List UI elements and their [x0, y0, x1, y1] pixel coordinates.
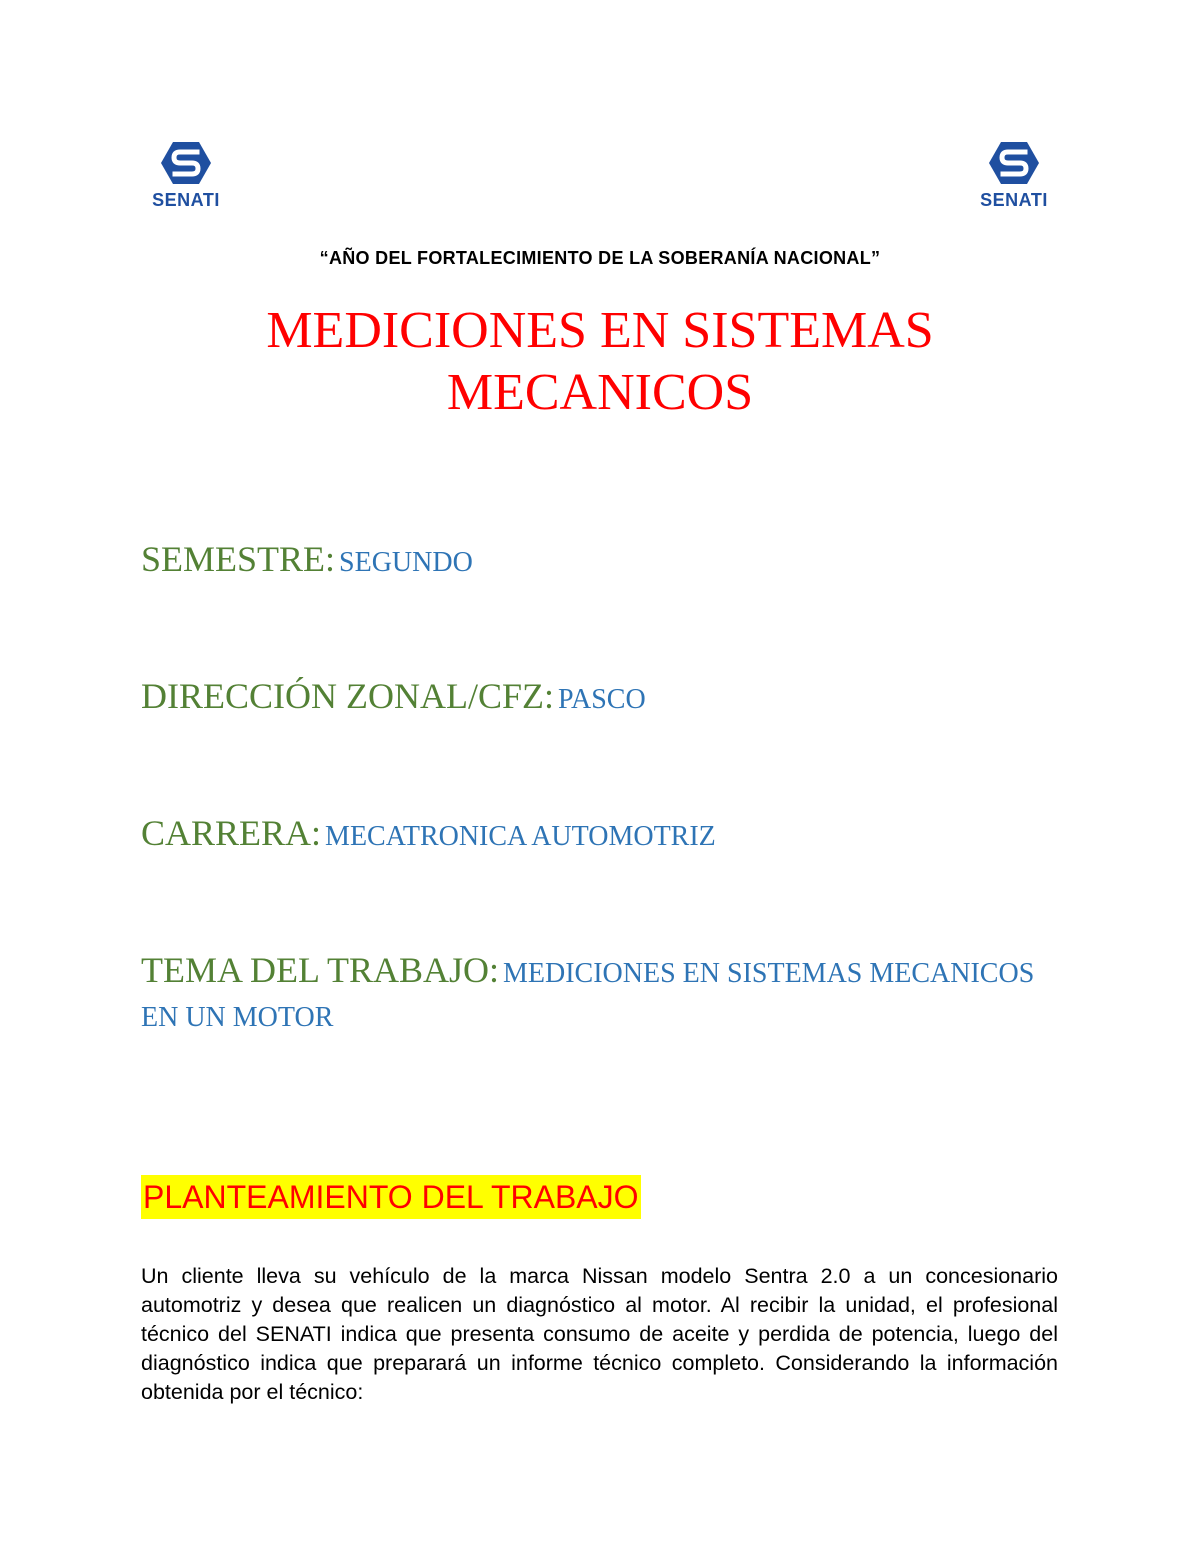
field-direccion-label: DIRECCIÓN ZONAL/CFZ: [141, 676, 554, 716]
field-tema [141, 950, 1061, 1042]
field-tema-value: MEDICIONES EN SISTEMAS MECANICOS EN UN MOTOR [141, 958, 1035, 1033]
document-title [0, 300, 1200, 424]
document-title-line-2: MECANICOS [446, 364, 754, 421]
field-carrera-value: MECATRONICA AUTOMOTRIZ [325, 821, 716, 852]
logo-left-wordmark: SENATI [152, 190, 220, 210]
field-direccion-value: PASCO [558, 684, 646, 715]
senati-logo-icon [160, 140, 212, 186]
document-title-line-1: MEDICIONES EN SISTEMAS [266, 302, 934, 359]
section-heading: PLANTEAMIENTO DEL TRABAJO [141, 1175, 641, 1219]
field-tema-label: TEMA DEL TRABAJO: [141, 950, 500, 990]
senati-logo-left [136, 140, 236, 220]
field-semestre-value: SEGUNDO [339, 547, 473, 578]
year-motto: “AÑO DEL FORTALECIMIENTO DE LA SOBERANÍA NACIONAL” [319, 248, 881, 268]
field-semestre [141, 538, 1061, 580]
senati-logo-right [964, 140, 1064, 220]
field-carrera [141, 812, 1061, 854]
field-semestre-label: SEMESTRE: [141, 539, 336, 579]
senati-logo-icon [988, 140, 1040, 186]
section-paragraph: Un cliente lleva su vehículo de la marca Nissan modelo Sentra 2.0 a un concesionario automotriz y desea que realicen un diagnóstico al motor. Al recibir la unidad, el profesional técnico del SENATI indica que presenta consumo de aceite y perdida de potencia, luego del diagnóstico indica que preparará un informe técnico completo. Considerando la información obtenida por el técnico: [141, 1264, 1058, 1404]
field-direccion [141, 675, 1061, 717]
field-carrera-label: CARRERA: [141, 813, 322, 853]
logo-right-wordmark: SENATI [980, 190, 1048, 210]
